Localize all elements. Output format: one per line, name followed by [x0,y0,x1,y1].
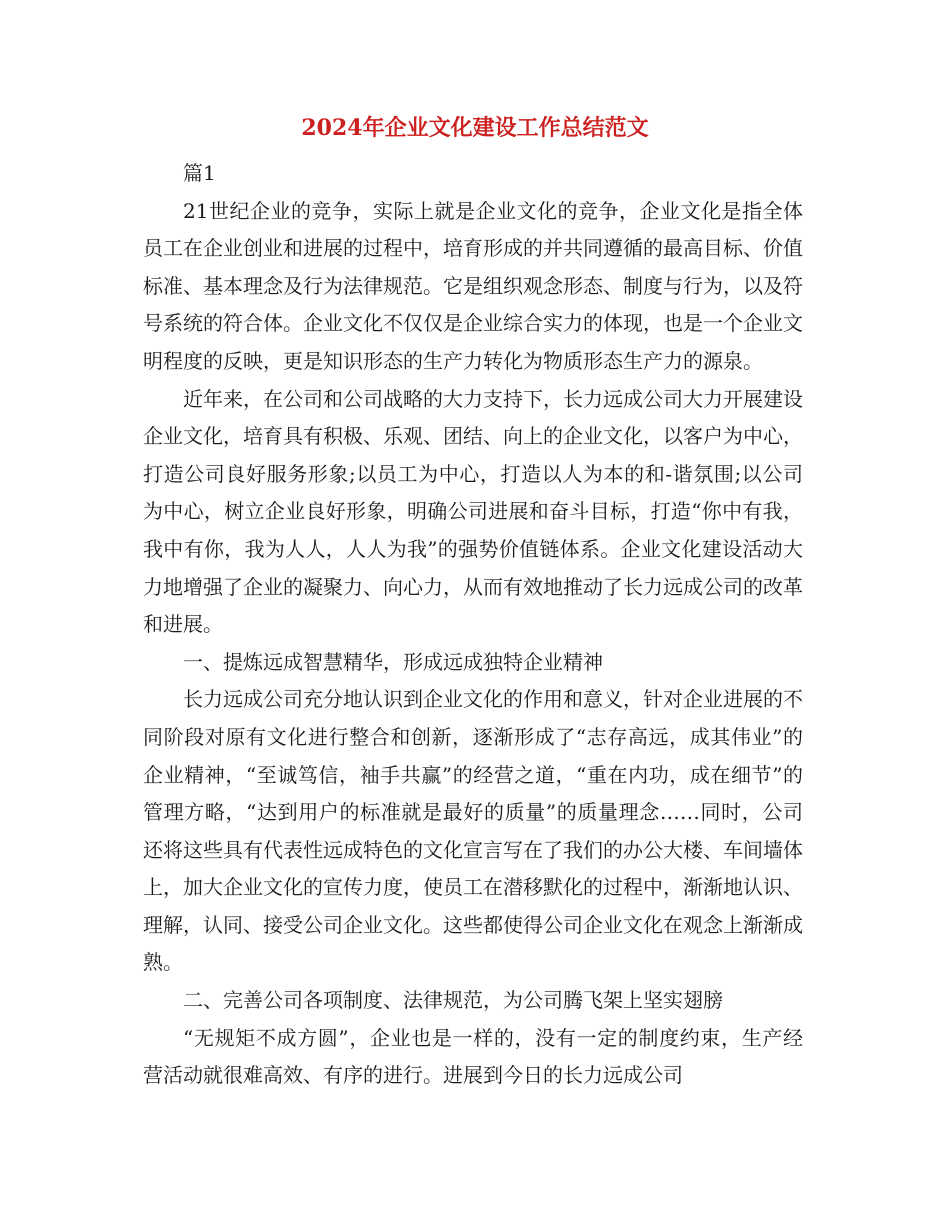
document-body [143,155,803,1095]
section-label: 篇1 [183,161,216,185]
section-heading: 一、提炼远成智慧精华，形成远成独特企业精神 [183,649,603,674]
paragraph: 近年来，在公司和公司战略的大力支持下，长力远成公司大力开展建设企业文化，培育具有积极、乐观、团结、向上的企业文化，以客户为中心，打造公司良好服务形象;以员工为中心，打造以人为本的和-谐氛围;以公司为中心，树立企业良好形象，明确公司进展和奋斗目标，打造“你中有我，我中有你，我为人人，人人为我”的强势价值链体系。企业文化建设活动大力地增强了企业的凝聚力、向心力，从而有效地推动了长力远成公司的改革和进展。 [143,386,803,637]
paragraph: 长力远成公司充分地认识到企业文化的作用和意义，针对企业进展的不同阶段对原有文化进行整合和创新，逐渐形成了“志存高远，成其伟业”的企业精神，“至诚笃信，袖手共赢”的经营之道，“重在内功，成在细节”的管理方略，“达到用户的标准就是最好的质量”的质量理念……同时，公司还将这些具有代表性远成特色的文化宣言写在了我们的办公大楼、车间墙体上，加大企业文化的宣传力度，使员工在潜移默化的过程中，渐渐地认识、理解，认同、接受公司企业文化。这些都使得公司企业文化在观念上渐渐成熟。 [143,687,803,975]
paragraph: 21世纪企业的竞争，实际上就是企业文化的竞争，企业文化是指全体员工在企业创业和进展的过程中，培育形成的并共同遵循的最高目标、价值标准、基本理念及行为法律规范。它是组织观念形态、制度与行为，以及符号系统的符合体。企业文化不仅仅是企业综合实力的体现，也是一个企业文明程度的反映，更是知识形态的生产力转化为物质形态生产力的源泉。 [143,198,803,373]
paragraph: “无规矩不成方圆”，企业也是一样的，没有一定的制度约束，生产经营活动就很难高效、有序的进行。进展到今日的长力远成公司 [143,1025,803,1088]
document-title: 2024年企业文化建设工作总结范文 [301,115,649,141]
section-heading: 二、完善公司各项制度、法律规范，为公司腾飞架上坚实翅膀 [183,988,723,1013]
